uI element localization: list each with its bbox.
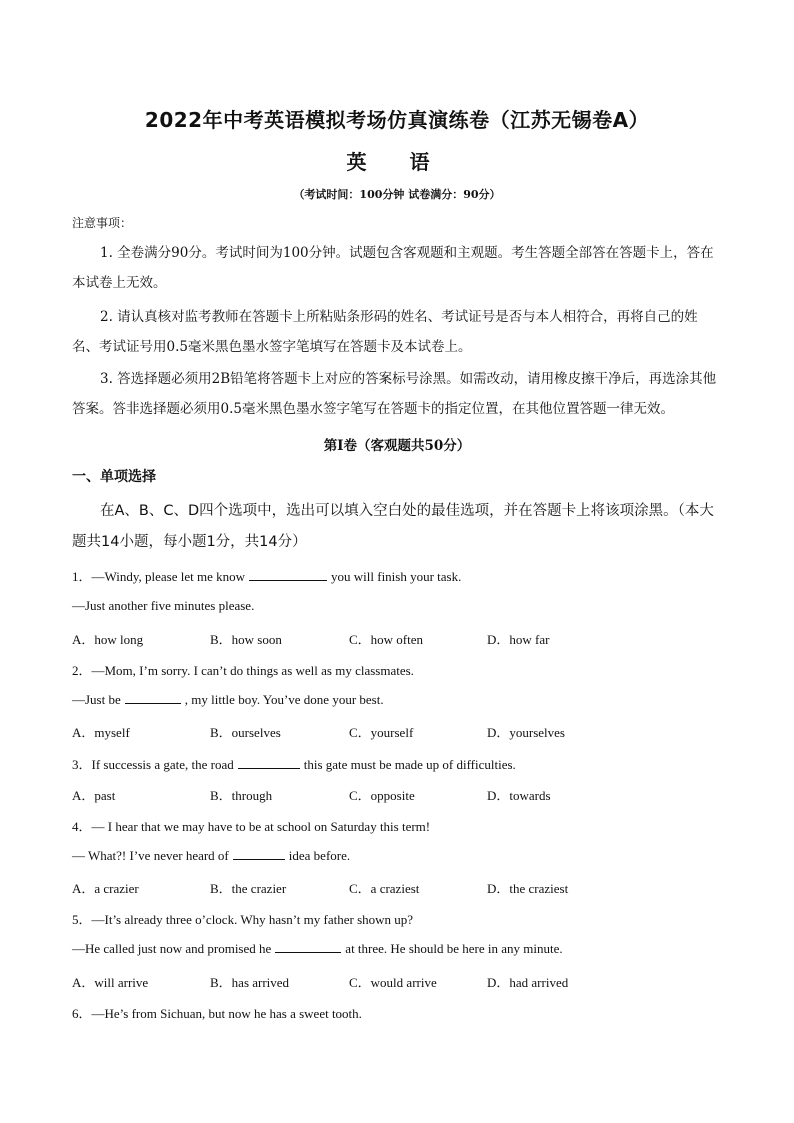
question-5-reply-before: —He called just now and promised he: [72, 941, 272, 956]
question-2-option-d: D．yourselves: [487, 725, 565, 740]
question-4: 4．— I hear that we may have to be at school on Saturday this term!: [72, 819, 431, 834]
question-5-reply-after: at three. He should be here in any minute.: [345, 941, 563, 956]
question-4-option-c: C．a craziest: [349, 881, 420, 896]
page-title: 2022年中考英语模拟考场仿真演练卷（江苏无锡卷A）: [144, 108, 650, 132]
question-5: 5．—It’s already three o’clock. Why hasn’t my father shown up?: [72, 912, 414, 927]
answer-blank: [275, 940, 341, 953]
question-1-option-a: A．how long: [72, 632, 144, 647]
notice-label: 注意事项：: [72, 216, 133, 230]
question-6: 6．—He’s from Sichuan, but now he has a sweet tooth.: [72, 1006, 362, 1021]
question-1: [72, 566, 461, 585]
notice-item-2: 2. 请认真核对监考教师在答题卡上所粘贴条形码的姓名、考试证号是否与本人相符合，再将自己的姓名、考试证号用0.5毫米黑色墨水签字笔填写在答题卡及本试卷上。: [72, 309, 698, 355]
subject-title: 英 语: [346, 150, 448, 174]
question-2-reply: [72, 691, 384, 708]
question-5-option-d: D．had arrived: [487, 975, 569, 990]
question-3-option-c: C．opposite: [349, 788, 415, 803]
question-3-option-d: D．towards: [487, 788, 551, 803]
question-2-option-c: C．yourself: [349, 725, 414, 740]
question-3-option-b: B．through: [210, 788, 273, 803]
question-4-reply-after: idea before.: [288, 848, 351, 863]
question-5-option-a: A．will arrive: [72, 975, 149, 990]
question-1-option-b: B．how soon: [210, 632, 282, 647]
question-3-option-a: A．past: [72, 788, 116, 803]
part-title: 第I卷（客观题共50分）: [323, 438, 471, 454]
question-3: [72, 754, 516, 773]
question-5-reply: [72, 940, 563, 957]
answer-blank: [125, 691, 181, 704]
question-4-reply-before: — What?! I’ve never heard of: [72, 848, 229, 863]
question-2-reply-before: —Just be: [72, 692, 121, 707]
question-2-option-a: A．myself: [72, 725, 130, 740]
exam-info: （考试时间：100分钟 试卷满分：90分）: [293, 188, 501, 201]
question-5-option-c: C．would arrive: [349, 975, 437, 990]
question-4-reply: [72, 847, 350, 864]
question-5-option-b: B．has arrived: [210, 975, 290, 990]
question-1-text-before: 1．—Windy, please let me know: [72, 569, 246, 584]
notice-item-3: 3. 答选择题必须用2B铅笔将答题卡上对应的答案标号涂黑。如需改动，请用橡皮擦干净后，再选涂其他答案。答非选择题必须用0.5毫米黑色墨水签字笔写在答题卡的指定位置，在其他位置答题一律无效。: [72, 371, 717, 417]
question-1-option-d: D．how far: [487, 632, 550, 647]
question-3-text-before: 3．If successis a gate, the road: [72, 757, 234, 772]
question-1-text-after: you will finish your task.: [331, 569, 462, 584]
question-4-option-b: B．the crazier: [210, 881, 287, 896]
question-4-option-a: A．a crazier: [72, 881, 139, 896]
section-instruction: 在A、B、C、D四个选项中，选出可以填入空白处的最佳选项，并在答题卡上将该项涂黑。（本大题共14小题，每小题1分，共14分）: [72, 503, 714, 550]
question-4-option-d: D．the craziest: [487, 881, 569, 896]
question-1-reply: —Just another five minutes please.: [72, 598, 255, 613]
answer-blank: [238, 756, 300, 769]
section-title: 一、单项选择: [72, 469, 156, 485]
answer-blank: [233, 847, 285, 860]
question-1-option-c: C．how often: [349, 632, 424, 647]
question-2-option-b: B．ourselves: [210, 725, 281, 740]
question-2-reply-after: , my little boy. You’ve done your best.: [184, 692, 384, 707]
answer-blank: [249, 568, 327, 581]
question-2: 2．—Mom, I’m sorry. I can’t do things as well as my classmates.: [72, 663, 414, 678]
question-3-text-after: this gate must be made up of difficulties.: [303, 757, 516, 772]
notice-item-1: 1. 全卷满分90分。考试时间为100分钟。试题包含客观题和主观题。考生答题全部答在答题卡上，答在本试卷上无效。: [72, 245, 714, 291]
